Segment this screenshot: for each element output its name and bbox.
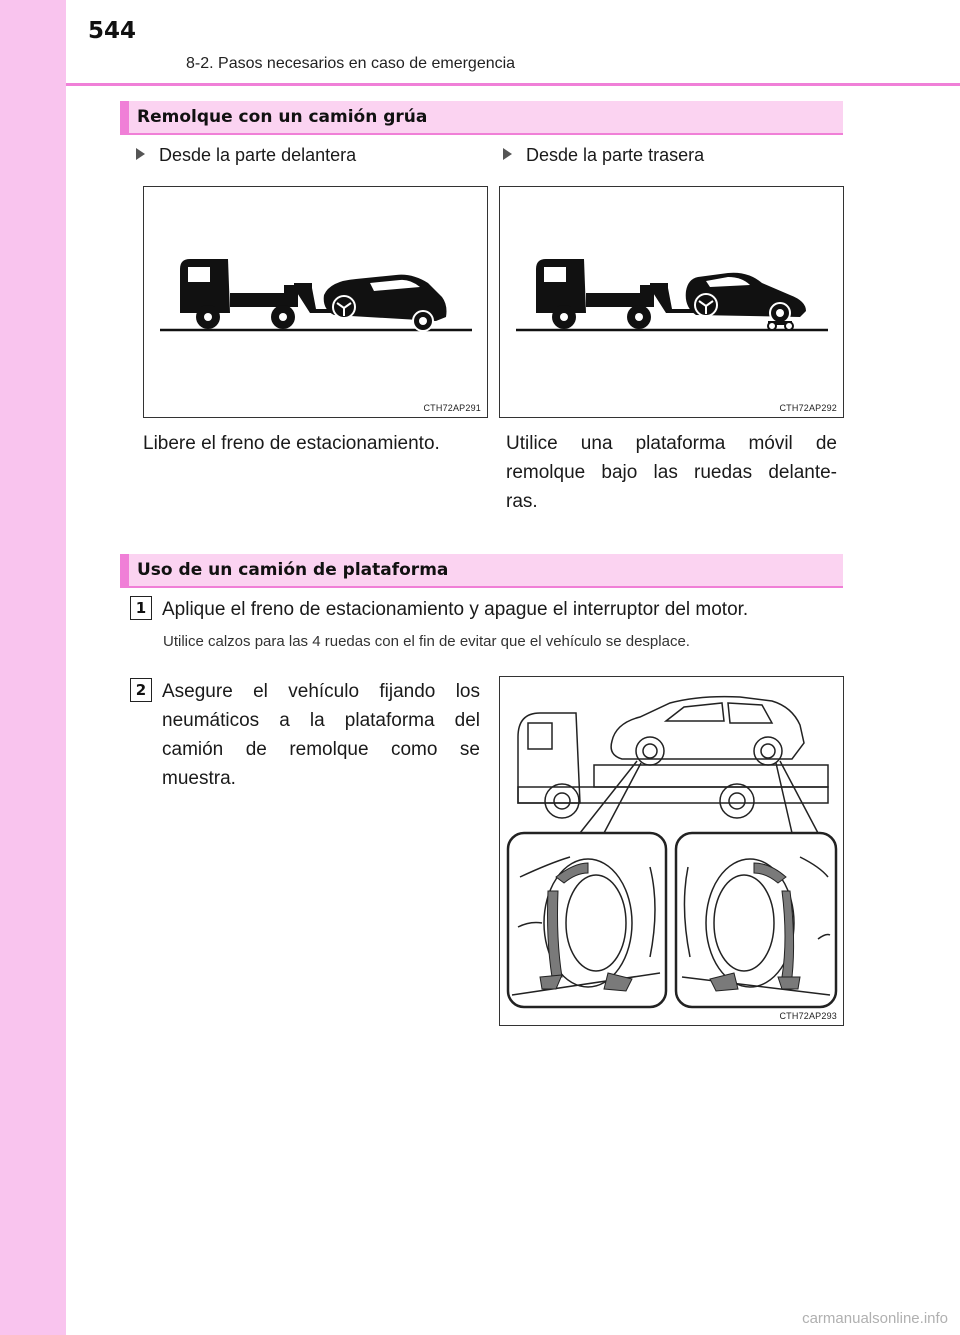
left-margin-band xyxy=(0,0,66,1335)
triangle-bullet-icon xyxy=(503,148,512,160)
section-title: Remolque con un camión grúa xyxy=(137,107,428,127)
figure-flatbed xyxy=(499,676,844,1026)
step1-text: Aplique el freno de estacionamiento y apague el interruptor del motor. xyxy=(162,599,749,620)
tow-truck-rear-illustration xyxy=(500,187,845,419)
figure-code: CTH72AP293 xyxy=(779,1011,837,1021)
tow-truck-front-illustration xyxy=(144,187,489,419)
section-header-flatbed xyxy=(120,554,843,588)
figure-code: CTH72AP291 xyxy=(423,403,481,413)
section-header-tow-truck xyxy=(120,101,843,135)
section-accent xyxy=(120,554,129,588)
figure-front-tow xyxy=(143,186,488,418)
subheading-rear xyxy=(503,145,704,166)
subheading-rear-label: Desde la parte trasera xyxy=(526,145,705,165)
step-number-1: 1 xyxy=(130,596,152,620)
step1-note: Utilice calzos para las 4 ruedas con el fin de evitar que el vehículo se desplace. xyxy=(163,633,690,650)
page-number: 544 xyxy=(88,18,137,44)
chapter-title: 8-2. Pasos necesarios en caso de emergencia xyxy=(186,55,516,72)
watermark: carmanualsonline.info xyxy=(802,1310,948,1327)
flatbed-truck-illustration xyxy=(500,677,845,1027)
step2-line2: neumáticos a la plataforma del xyxy=(162,710,480,731)
step2-line4: muestra. xyxy=(162,768,236,789)
caption-rear-line2: remolque bajo las ruedas delante- xyxy=(506,462,837,483)
figure-rear-tow xyxy=(499,186,844,418)
subheading-front xyxy=(136,145,356,166)
header-rule xyxy=(66,83,960,86)
figure-code: CTH72AP292 xyxy=(779,403,837,413)
caption-rear-line3: ras. xyxy=(506,491,538,512)
section-title: Uso de un camión de plataforma xyxy=(137,560,449,580)
section-accent xyxy=(120,101,129,135)
caption-front: Libere el freno de estacionamiento. xyxy=(143,433,440,454)
step2-line1: Asegure el vehículo fijando los xyxy=(162,681,480,702)
subheading-front-label: Desde la parte delantera xyxy=(159,145,357,165)
triangle-bullet-icon xyxy=(136,148,145,160)
step-number-2: 2 xyxy=(130,678,152,702)
step2-line3: camión de remolque como se xyxy=(162,739,480,760)
caption-rear-line1: Utilice una plataforma móvil de xyxy=(506,433,837,454)
